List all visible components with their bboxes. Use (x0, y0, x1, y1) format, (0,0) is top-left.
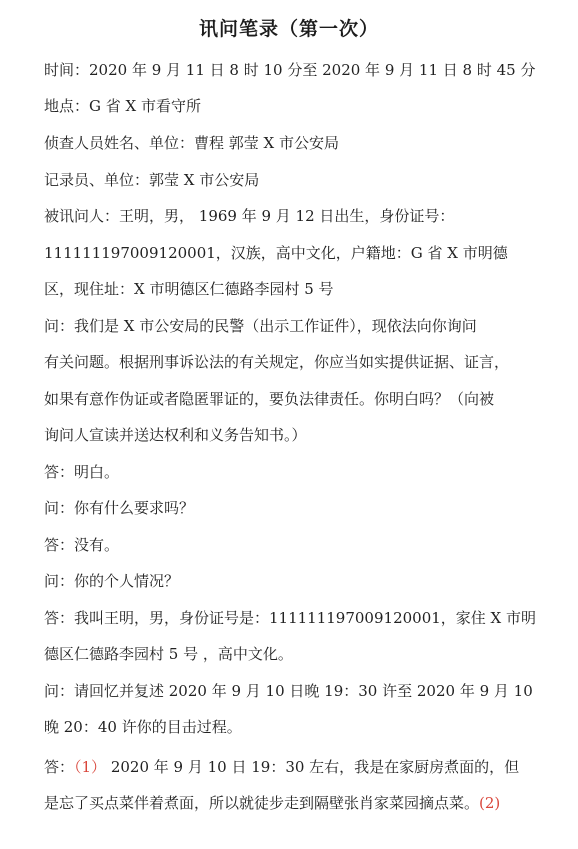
question-line-3: 如果有意作伪证或者隐匿罪证的，要负法律责任。你明白吗？（向被 (44, 390, 495, 408)
question-line-4: 询问人宣读并送达权利和义务告知书。） (44, 426, 307, 444)
answer-line-2: 德区仁德路李园村 5 号 ，高中文化。 (44, 645, 293, 663)
answer-prefix: 答： (44, 758, 75, 776)
answer-line (44, 757, 544, 777)
answer-line: 答：没有。 (44, 536, 120, 554)
subject-line: 被讯问人：王明，男， 1969 年 9 月 12 日出生，身份证号： (44, 207, 455, 225)
question-line-2: 有关问题。根据刑事诉讼法的有关规定，你应当如实提供证据、证言， (44, 353, 510, 371)
answer-line: 答：我叫王明，男，身份证号是：111111197009120001，家住 X 市明 (44, 609, 536, 627)
investigators-line: 侦查人员姓名、单位：曹程 郭莹 X 市公安局 (44, 134, 339, 152)
question-line: 问：你的个人情况？ (44, 572, 180, 590)
location-line: 地点：G 省 X 市看守所 (44, 97, 201, 115)
subject-line-2: 111111197009120001，汉族，高中文化，户籍地：G 省 X 市明德 (44, 244, 508, 262)
annotation-marker-2: (2) (479, 794, 501, 812)
document-title: 讯问笔录（第一次） (198, 18, 379, 40)
answer-text: 2020 年 9 月 10 日 19：30 左右，我是在家厨房煮面的，但 (106, 758, 520, 776)
answer-line-2 (44, 793, 544, 813)
recorder-line: 记录员、单位：郭莹 X 市公安局 (44, 171, 260, 189)
annotation-marker-1: （1） (74, 758, 107, 776)
question-line: 问：请回忆并复述 2020 年 9 月 10 日晚 19：30 许至 2020 年 9 月 10 (44, 682, 533, 700)
question-line: 问：我们是 X 市公安局的民警（出示工作证件），现依法向你询问 (44, 317, 477, 335)
question-line-2: 晚 20：40 许你的目击过程。 (44, 718, 242, 736)
question-line: 问：你有什么要求吗？ (44, 499, 195, 517)
answer-text-continued: 是忘了买点菜伴着煮面，所以就徒步走到隔壁张肖家菜园摘点菜。 (44, 794, 480, 812)
subject-line-3: 区，现住址：X 市明德区仁德路李园村 5 号 (44, 280, 334, 298)
time-line: 时间：2020 年 9 月 11 日 8 时 10 分至 2020 年 9 月 11 日 8 时 45 分 (44, 61, 536, 79)
answer-line: 答：明白。 (44, 463, 120, 481)
